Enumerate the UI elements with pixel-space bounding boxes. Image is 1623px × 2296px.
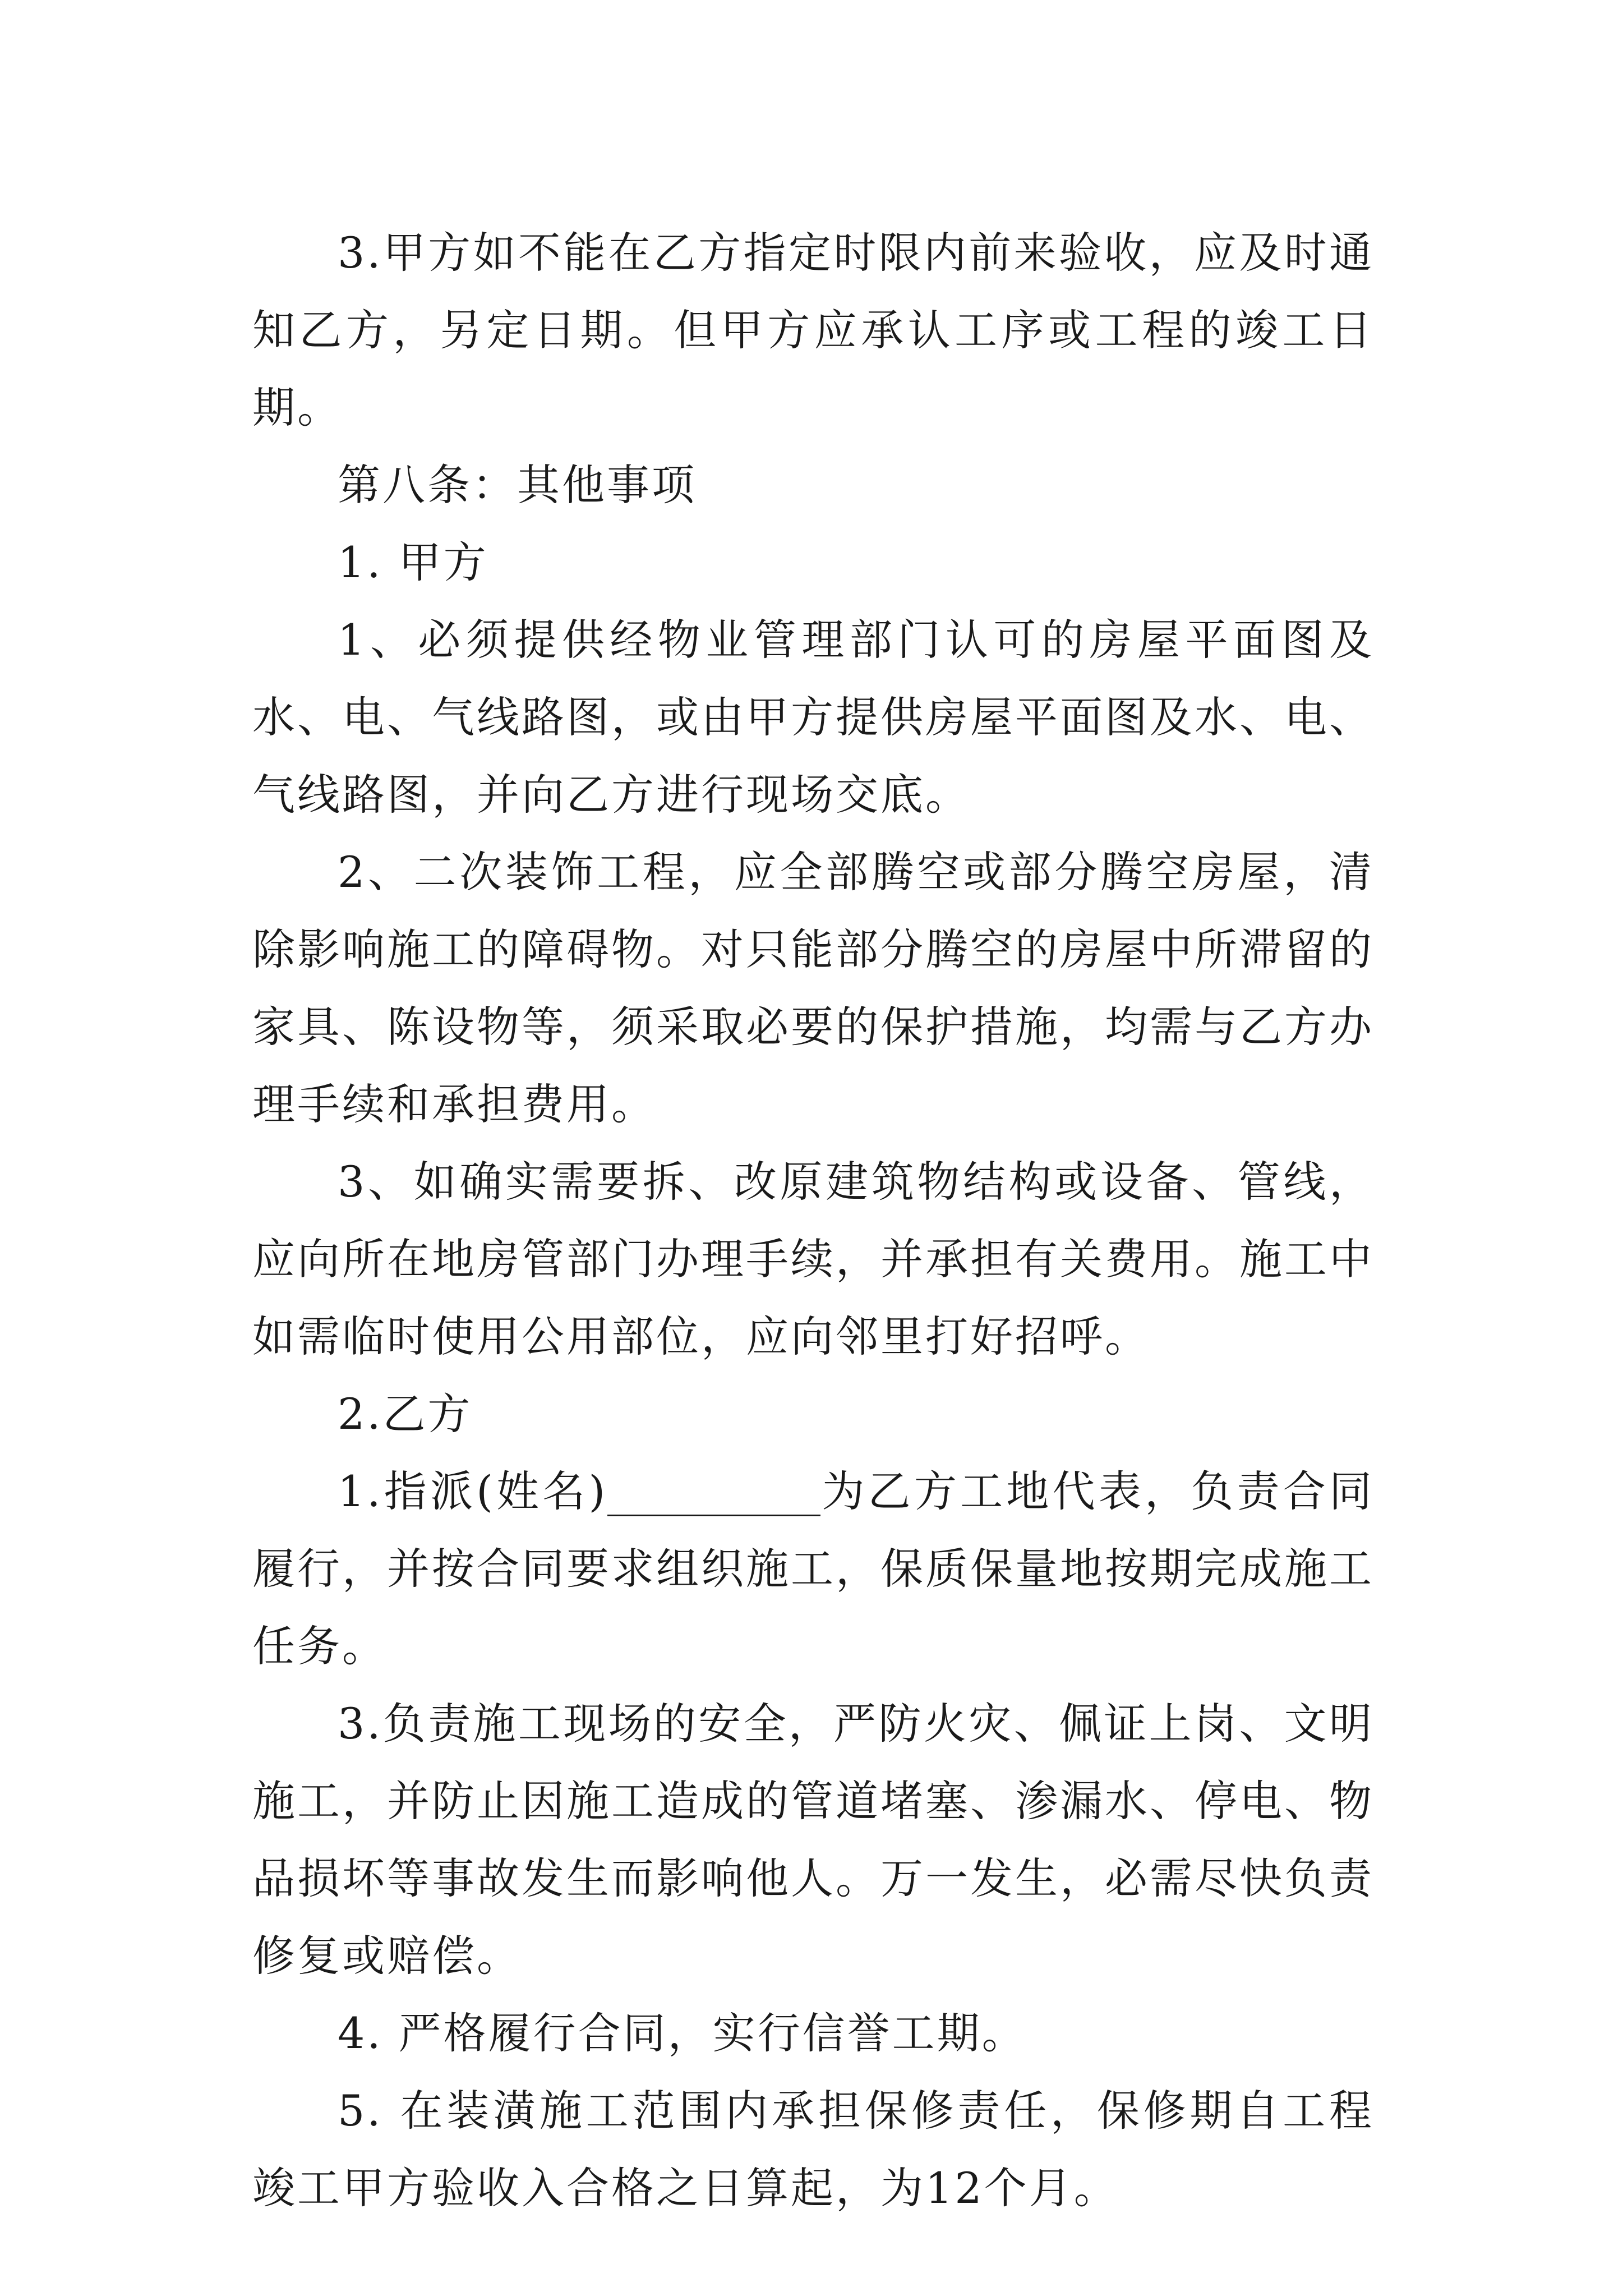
- article-eight-heading: 第八条：其他事项: [338, 460, 697, 510]
- assign-clause-suffix: 为乙方工地代表，负责合同履行，并按合同要求组织施工，保质保量地按期完成施工任务。: [252, 1466, 1375, 1671]
- document-body: [252, 214, 1374, 2227]
- name-blank-line: [607, 1470, 820, 1516]
- party-a-item-1: 1、必须提供经物业管理部门认可的房屋平面图及水、电、气线路图，或由甲方提供房屋平面图及水、电、气线路图，并向乙方进行现场交底。: [252, 615, 1374, 820]
- party-b-item-4: 4. 严格履行合同，实行信誉工期。: [338, 2008, 1027, 2058]
- party-b-heading: 2.乙方: [338, 1389, 473, 1439]
- party-b-item-5: 5. 在装潢施工范围内承担保修责任，保修期自工程竣工甲方验收入合格之日算起，为12个月。: [252, 2086, 1374, 2213]
- party-b-item-3: 3.负责施工现场的安全，严防火灾、佩证上岗、文明施工，并防止因施工造成的管道堵塞、渗漏水、停电、物品损坏等事故发生而影响他人。万一发生，必需尽快负责修复或赔偿。: [252, 1699, 1374, 1981]
- party-b-item-1: [252, 1453, 1374, 1685]
- party-a-item-2: 2、二次装饰工程，应全部腾空或部分腾空房屋，清除影响施工的障碍物。对只能部分腾空的房屋中所滞留的家具、陈设物等，须采取必要的保护措施，均需与乙方办理手续和承担费用。: [252, 847, 1374, 1129]
- paragraph-acceptance-notice: 3.甲方如不能在乙方指定时限内前来验收，应及时通知乙方，另定日期。但甲方应承认工序或工程的竣工日期。: [252, 228, 1374, 432]
- party-a-heading: 1. 甲方: [338, 537, 488, 587]
- party-a-item-3: 3、如确实需要拆、改原建筑物结构或设备、管线，应向所在地房管部门办理手续，并承担有关费用。施工中如需临时使用公用部位，应向邻里打好招呼。: [252, 1157, 1374, 1361]
- assign-clause-prefix: 1.指派(姓名): [338, 1466, 608, 1516]
